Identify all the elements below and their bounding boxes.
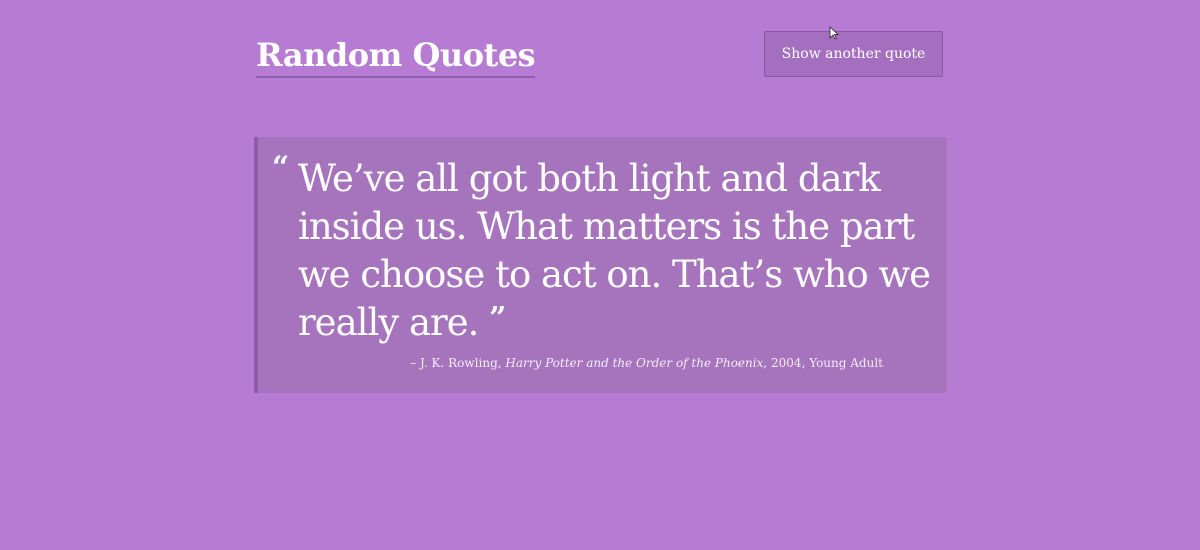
quote-citation — [410, 356, 883, 370]
quote-text-block — [298, 155, 938, 347]
quote-year: 2004 — [771, 356, 802, 370]
page-title: Random Quotes — [256, 36, 535, 78]
show-another-quote-button[interactable]: Show another quote — [764, 31, 943, 77]
quote-box — [254, 137, 947, 393]
mouse-cursor-icon — [829, 26, 839, 40]
citation-separator: , — [763, 356, 772, 370]
citation-dash: – — [410, 356, 421, 370]
citation-separator: , — [497, 356, 506, 370]
citation-separator: , — [801, 356, 810, 370]
open-quote-mark: “ — [272, 150, 290, 185]
close-quote-mark: ” — [489, 301, 506, 336]
quote-tag: Young Adult — [809, 356, 883, 370]
quote-source: Harry Potter and the Order of the Phoenix — [505, 356, 764, 370]
quote-author: J. K. Rowling — [420, 356, 498, 370]
quote-text: We’ve all got both light and dark inside us. What matters is the part we choose to act on. That’s who we really are. — [298, 157, 931, 344]
